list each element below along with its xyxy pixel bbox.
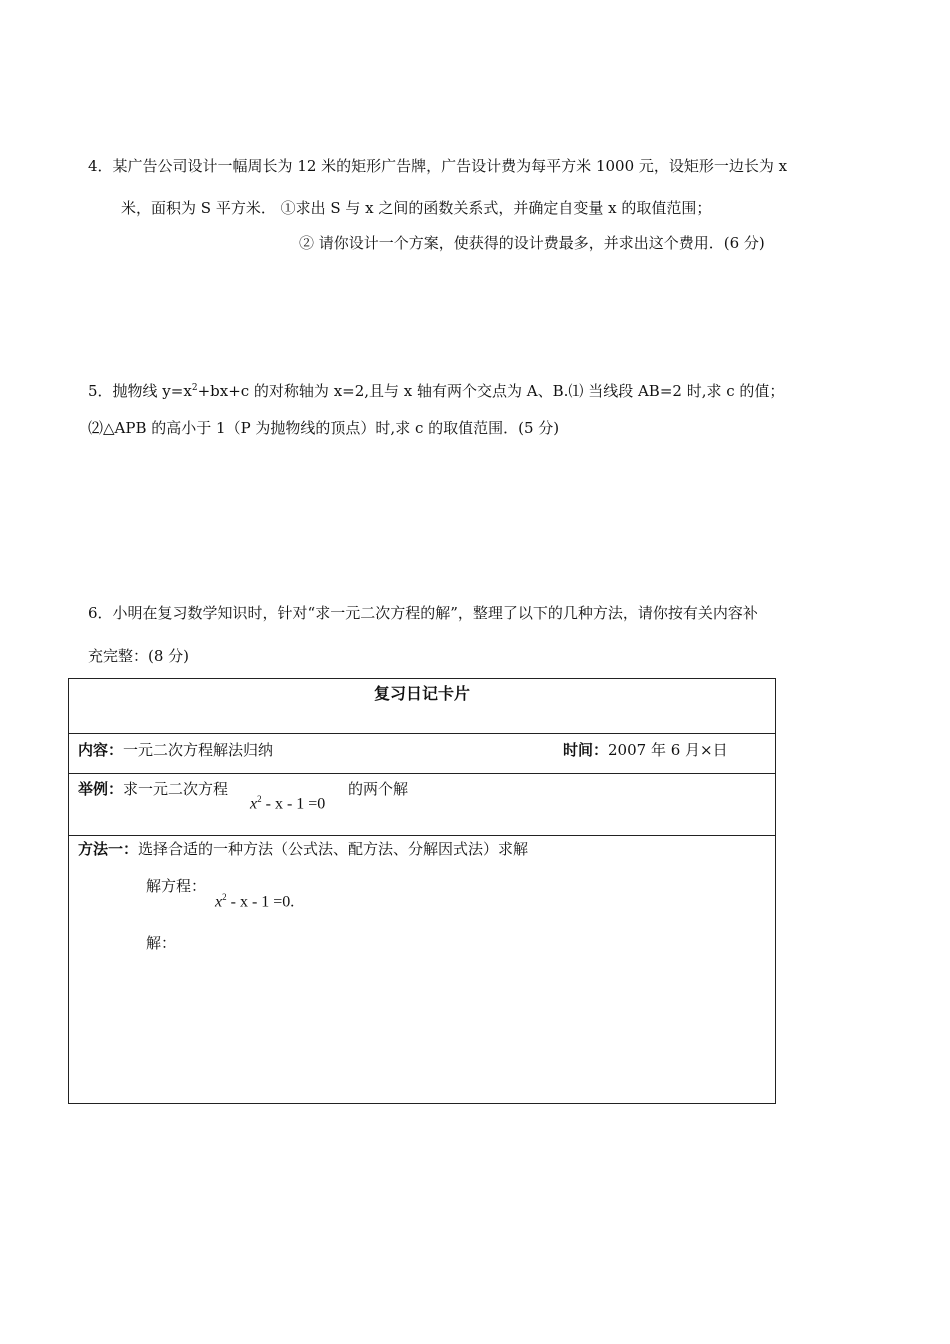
example-text-start: 求一元二次方程 xyxy=(123,780,229,798)
solve-equation-exponent: 2 xyxy=(222,892,227,902)
method-label: 方法一： xyxy=(78,840,139,858)
card-example-row xyxy=(69,773,775,836)
equation-variable: x xyxy=(250,795,258,813)
method-field xyxy=(78,839,528,859)
solve-equation-rest: - x - 1 =0 xyxy=(230,893,291,911)
card-method-section xyxy=(69,835,775,1103)
answer-label: 解： xyxy=(146,934,177,952)
method-text: 选择合适的一种方法（公式法、配方法、分解因式法）求解 xyxy=(138,840,529,858)
q6-line-1: 6．小明在复习数学知识时，针对“求一元二次方程的解”，整理了以下的几种方法，请你按有关内容补 xyxy=(88,604,758,622)
example-equation xyxy=(250,789,325,814)
content-value: 一元二次方程解法归纳 xyxy=(123,741,274,759)
equation-rest: - x - 1 =0 xyxy=(265,795,326,813)
review-diary-card xyxy=(68,678,776,1104)
time-value: 2007 年 6 月×日 xyxy=(608,741,728,759)
time-label: 时间： xyxy=(563,741,609,759)
example-text-end: 的两个解 xyxy=(348,780,409,798)
solve-equation-period: . xyxy=(290,893,295,911)
solve-label: 解方程： xyxy=(146,877,207,895)
equation-exponent: 2 xyxy=(257,794,262,804)
content-field xyxy=(78,740,273,760)
card-content-row xyxy=(69,733,775,774)
q5-line-1-end: +bx+c 的对称轴为 x=2,且与 x 轴有两个交点为 A、B.⑴ 当线段 AB=2 时,求 c 的值； xyxy=(197,382,785,400)
q4-line-1: 4．某广告公司设计一幅周长为 12 米的矩形广告牌，广告设计费为每平方米 1000 元，设矩形一边长为 x xyxy=(88,157,788,175)
q5-line-1 xyxy=(88,378,784,401)
example-label: 举例： xyxy=(78,780,124,798)
example-field xyxy=(78,779,228,799)
q5-line-1-start: 5．抛物线 y=x xyxy=(88,382,192,400)
solve-equation xyxy=(215,887,294,912)
q6-line-2: 充完整：(8 分) xyxy=(88,647,190,665)
q5-superscript: 2 xyxy=(191,383,198,393)
q5-line-2: ⑵△APB 的高小于 1（P 为抛物线的顶点）时,求 c 的取值范围．(5 分) xyxy=(88,419,560,437)
content-label: 内容： xyxy=(78,741,124,759)
card-title-row xyxy=(69,679,775,734)
q4-line-3: ② 请你设计一个方案，使获得的设计费最多，并求出这个费用．(6 分) xyxy=(299,234,765,252)
card-title: 复习日记卡片 xyxy=(373,684,470,703)
solve-equation-variable: x xyxy=(215,893,223,911)
time-field xyxy=(563,740,728,760)
q4-line-2: 米，面积为 S 平方米． ①求出 S 与 x 之间的函数关系式，并确定自变量 x 的取值范围； xyxy=(121,199,712,217)
